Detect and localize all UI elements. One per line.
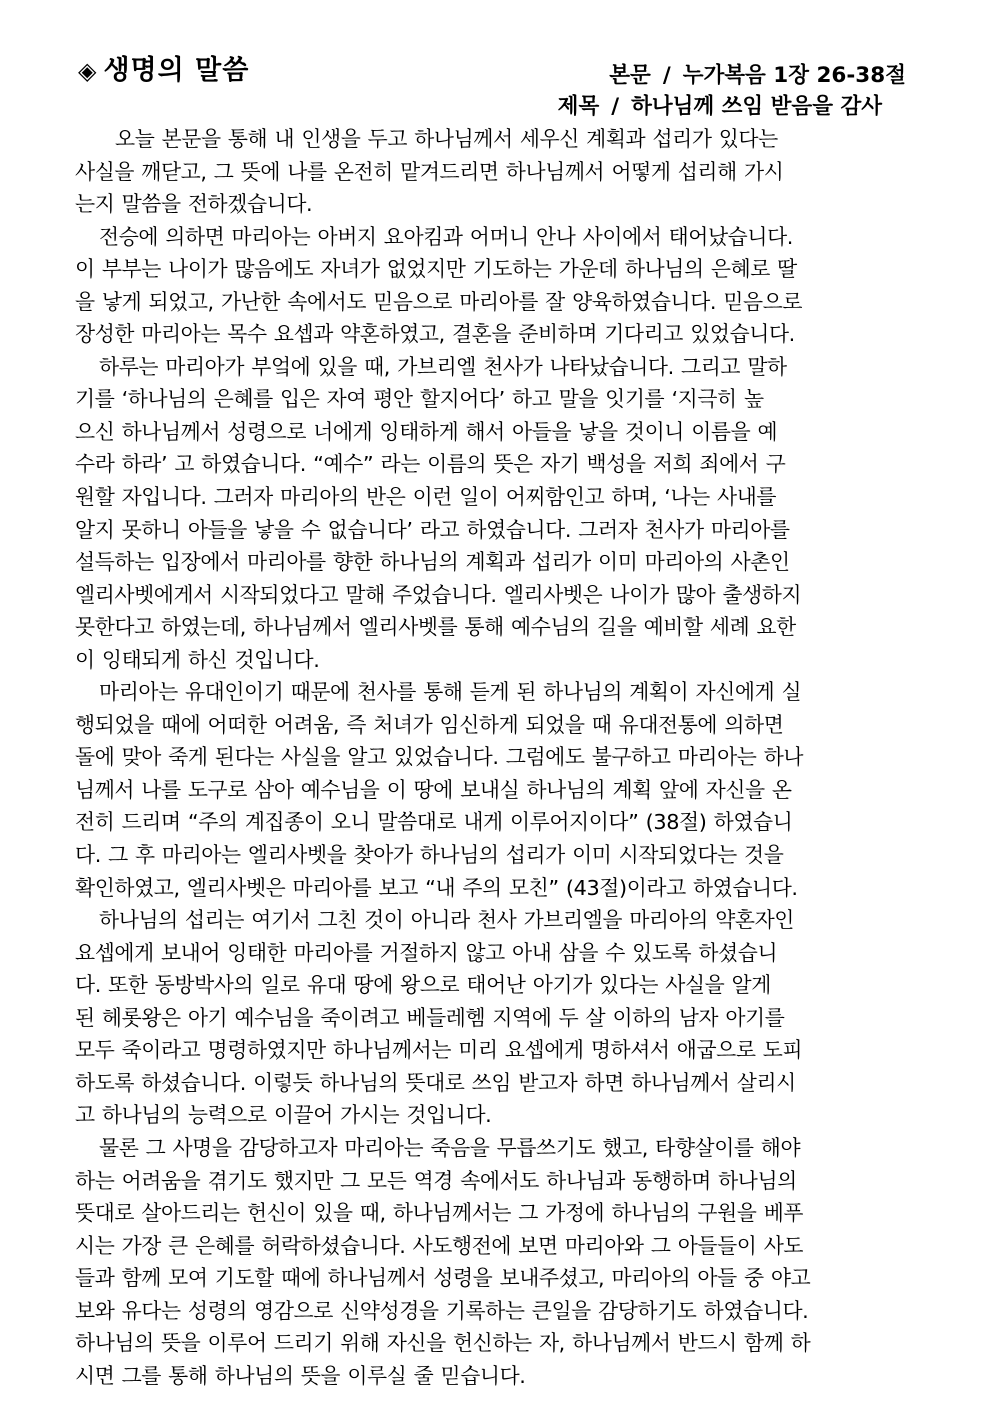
- body-line-text: 님께서 나를 도구로 삼아 예수님을 이 땅에 보내실 하나님의 계획 앞에 자신을 온: [75, 777, 792, 802]
- passage-line: [609, 58, 906, 89]
- body-line-text: 된 헤롯왕은 아기 예수님을 죽이려고 베들레헴 지역에 두 살 이하의 남자 아기를: [75, 1005, 785, 1030]
- body-line-text: 고 하나님의 능력으로 이끌어 가시는 것입니다.: [75, 1103, 492, 1128]
- subject-line: [558, 89, 882, 120]
- body-line-text: 사실을 깨닫고, 그 뜻에 나를 온전히 맡겨드리면 하나님께서 어떻게 섭리해 가시: [75, 159, 784, 184]
- body-line: [75, 806, 913, 839]
- body-line: [75, 481, 913, 514]
- body-line: [75, 1197, 913, 1230]
- body-line-text: 마리아는 유대인이기 때문에 천사를 통해 듣게 된 하나님의 계획이 자신에게 실: [99, 680, 802, 705]
- body-line: [75, 1165, 913, 1198]
- body-line-text: 이 부부는 나이가 많음에도 자녀가 없었지만 기도하는 가운데 하나님의 은혜로 딸: [75, 257, 797, 282]
- body-line-text: 확인하였고, 엘리사벳은 마리아를 보고 “내 주의 모친” (43절)이라고 하였습니다.: [75, 875, 798, 900]
- body-line-text: 시면 그를 통해 하나님의 뜻을 이루실 줄 믿습니다.: [75, 1363, 526, 1388]
- body-line-text: 알지 못하니 아들을 낳을 수 없습니다’ 라고 하였습니다. 그러자 천사가 마리아를: [75, 517, 790, 542]
- body-line-text: 엘리사벳에게서 시작되었다고 말해 주었습니다. 엘리사벳은 나이가 많아 출생하지: [75, 582, 802, 607]
- body-line-text: 설득하는 입장에서 마리아를 향한 하나님의 계획과 섭리가 이미 마리아의 사촌인: [75, 550, 790, 575]
- body-line-text: 으신 하나님께서 성령으로 너에게 잉태하게 해서 아들을 낳을 것이니 이름을 예: [75, 419, 778, 444]
- body-line-text: 하나님의 뜻을 이루어 드리기 위해 자신을 헌신하는 자, 하나님께서 반드시 함께 하: [75, 1331, 811, 1356]
- body-line-text: 는지 말씀을 전하겠습니다.: [75, 192, 313, 217]
- body-line: [75, 774, 913, 807]
- body-line: [75, 514, 913, 547]
- subject-value: 하나님께 쓰임 받음을 감사: [631, 94, 882, 119]
- body-line-text: 원할 자입니다. 그러자 마리아의 반은 이런 일이 어찌함인고 하며, ‘나는 사내를: [75, 485, 777, 510]
- body-line: [75, 1295, 913, 1328]
- body-line-text: 들과 함께 모여 기도할 때에 하나님께서 성령을 보내주셨고, 마리아의 아들 중 야고: [75, 1266, 811, 1291]
- body-line: [75, 937, 913, 970]
- body-line-text: 다. 그 후 마리아는 엘리사벳을 찾아가 하나님의 섭리가 이미 시작되었다는 것을: [75, 843, 784, 868]
- body-line: [75, 611, 913, 644]
- body-line-text: 다. 또한 동방박사의 일로 유대 땅에 왕으로 태어난 아기가 있다는 사실을 알게: [75, 973, 771, 998]
- body-line: [75, 676, 913, 709]
- body-line: [75, 221, 913, 254]
- body-line: [75, 546, 913, 579]
- body-line: [75, 1067, 913, 1100]
- body-line-text: 행되었을 때에 어떠한 어려움, 즉 처녀가 임신하게 되었을 때 유대전통에 의하면: [75, 712, 784, 737]
- body-line-text: 못한다고 하였는데, 하나님께서 엘리사벳를 통해 예수님의 길을 예비할 세례 요한: [75, 615, 796, 640]
- subject-label: 제목: [557, 94, 600, 119]
- body-line: [75, 156, 913, 189]
- body-line: [75, 1360, 913, 1393]
- body-line-text: 뜻대로 살아드리는 헌신이 있을 때, 하나님께서는 그 가정에 하나님의 구원을 베푸: [75, 1201, 804, 1226]
- body-line: [75, 644, 913, 677]
- passage-label: 본문: [609, 63, 651, 88]
- body-line-text: 수라 하라’ 고 하였습니다. “예수” 라는 이름의 뜻은 자기 백성을 저희 죄에서 구: [75, 452, 786, 477]
- section-title: [78, 48, 249, 87]
- section-title-text: 생명의 말씀: [103, 55, 250, 86]
- sermon-body: [75, 123, 913, 1392]
- body-line-text: 이 잉태되게 하신 것입니다.: [75, 647, 320, 672]
- subject-separator: /: [611, 94, 620, 119]
- body-line: [75, 416, 913, 449]
- body-line-text: 모두 죽이라고 명령하였지만 하나님께서는 미리 요셉에게 명하셔서 애굽으로 도피: [75, 1038, 803, 1063]
- body-line-text: 하나님의 섭리는 여기서 그친 것이 아니라 천사 가브리엘을 마리아의 약혼자인: [99, 908, 794, 933]
- body-line-text: 요셉에게 보내어 잉태한 마리아를 거절하지 않고 아내 삼을 수 있도록 하셨습니: [75, 940, 778, 965]
- body-line-text: 시는 가장 큰 은혜를 허락하셨습니다. 사도행전에 보면 마리아와 그 아들들이 사도: [75, 1233, 804, 1258]
- diamond-icon: ◈: [78, 57, 98, 85]
- body-line-text: 장성한 마리아는 목수 요셉과 약혼하였고, 결혼을 준비하며 기다리고 있었습니다.: [75, 322, 795, 347]
- body-line: [75, 123, 913, 156]
- body-line: [75, 1099, 913, 1132]
- passage-value: 누가복음 1장 26-38절: [682, 63, 906, 88]
- body-line: [75, 1327, 913, 1360]
- body-line-text: 을 낳게 되었고, 가난한 속에서도 믿음으로 마리아를 잘 양육하였습니다. 믿음으로: [75, 289, 803, 314]
- body-line: [75, 1262, 913, 1295]
- body-line: [75, 188, 913, 221]
- body-line-text: 전승에 의하면 마리아는 아버지 요아킴과 어머니 안나 사이에서 태어났습니다.: [99, 224, 793, 249]
- body-line: [75, 741, 913, 774]
- body-line-text: 기를 ‘하나님의 은혜를 입은 자여 평안 할지어다’ 하고 말을 잇기를 ‘지극히 높: [75, 387, 764, 412]
- body-line: [75, 579, 913, 612]
- body-line: [75, 318, 913, 351]
- body-line-text: 오늘 본문을 통해 내 인생을 두고 하나님께서 세우신 계획과 섭리가 있다는: [115, 127, 778, 151]
- body-line: [75, 872, 913, 905]
- body-line-text: 물론 그 사명을 감당하고자 마리아는 죽음을 무릅쓰기도 했고, 타향살이를 해야: [99, 1135, 801, 1160]
- body-line: [75, 969, 913, 1002]
- body-line: [75, 1230, 913, 1263]
- body-line: [75, 286, 913, 319]
- body-line: [75, 1034, 913, 1067]
- body-line: [75, 839, 913, 872]
- body-line: [75, 1002, 913, 1035]
- body-line: [75, 351, 913, 384]
- body-line-text: 하는 어려움을 겪기도 했지만 그 모든 역경 속에서도 하나님과 동행하며 하나님의: [75, 1168, 797, 1193]
- body-line: [75, 383, 913, 416]
- body-line-text: 돌에 맞아 죽게 된다는 사실을 알고 있었습니다. 그럼에도 불구하고 마리아는 하나: [75, 745, 804, 770]
- body-line-text: 하루는 마리아가 부엌에 있을 때, 가브리엘 천사가 나타났습니다. 그리고 말하: [99, 354, 787, 379]
- body-line-text: 전히 드리며 “주의 계집종이 오니 말씀대로 내게 이루어지이다” (38절) 하였습니: [75, 810, 793, 835]
- body-line-text: 하도록 하셨습니다. 이렇듯 하나님의 뜻대로 쓰임 받고자 하면 하나님께서 살리시: [75, 1070, 796, 1095]
- body-line: [75, 1132, 913, 1165]
- body-line: [75, 904, 913, 937]
- body-line: [75, 448, 913, 481]
- body-line-text: 보와 유다는 성령의 영감으로 신약성경을 기록하는 큰일을 감당하기도 하였습니다.: [75, 1298, 809, 1323]
- body-line: [75, 709, 913, 742]
- body-line: [75, 253, 913, 286]
- passage-separator: /: [662, 63, 671, 88]
